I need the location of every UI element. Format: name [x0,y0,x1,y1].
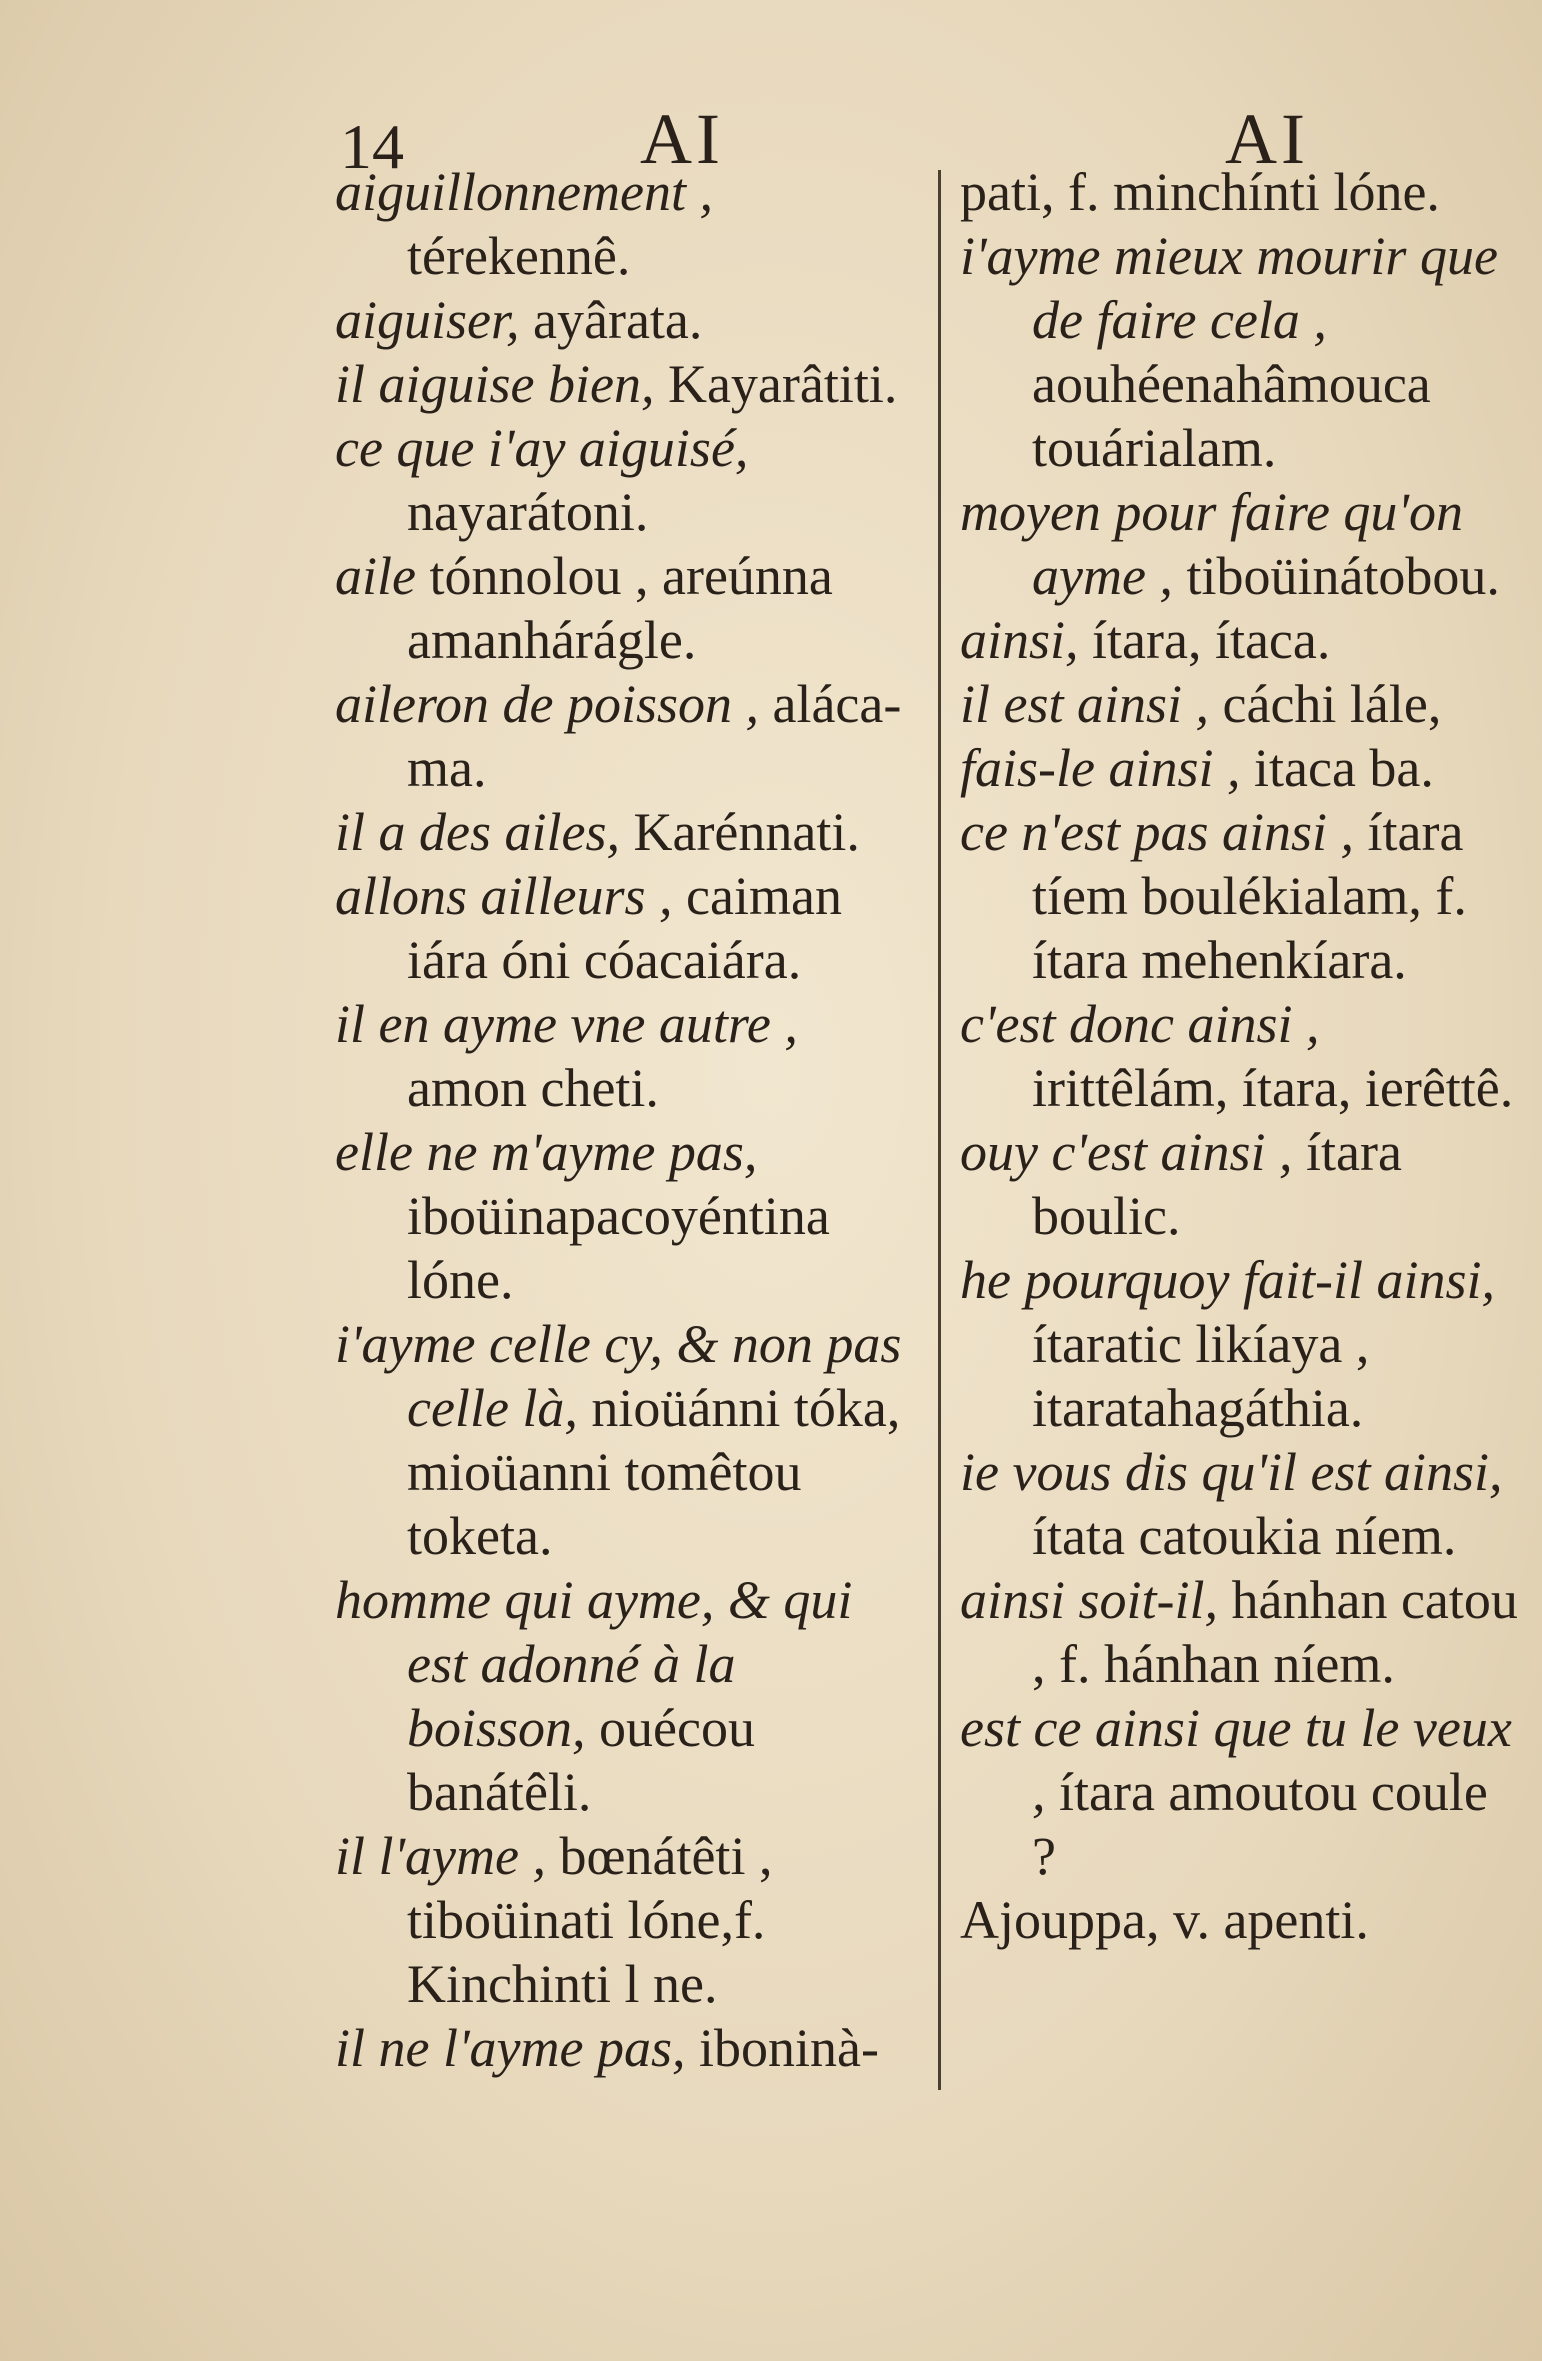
carib-translation: ítaratic likíaya , itaratahagáthia. [1032,1314,1370,1438]
french-term: fais-le ainsi , [960,738,1241,798]
dictionary-entry [335,864,925,992]
carib-translation: ítata catoukia níem. [1032,1506,1457,1566]
right-column [960,160,1520,2110]
running-header [0,70,1542,182]
french-term: ainsi soit-il, [960,1570,1219,1630]
dictionary-entry [335,416,925,544]
carib-translation: ítara amoutou coule ? [1032,1762,1488,1886]
french-term: allons ailleurs , [335,866,673,926]
dictionary-entry [960,480,1520,608]
dictionary-entry [335,800,925,864]
dictionary-entry [960,992,1520,1120]
dictionary-entry [960,672,1520,736]
carib-translation: pati, f. minchínti lóne. [960,162,1440,222]
dictionary-entry [335,672,925,800]
right-column-heading: AI [1225,99,1309,179]
dictionary-entry [960,800,1520,992]
french-term: c'est donc ainsi , [960,994,1320,1054]
carib-translation: ítara tíem boulékialam, f. ítara mehenkíara. [1032,802,1467,990]
dictionary-entry [335,1120,925,1312]
french-term: il l'ayme , [335,1826,546,1886]
dictionary-entry [960,608,1520,672]
page-number: 14 [340,111,404,182]
carib-translation: cáchi lále, [1209,674,1442,734]
column-divider [938,170,941,2090]
french-term: he pourquoy fait-il ainsi, [960,1250,1495,1310]
carib-translation: aouhéenahâmouca touárialam. [1032,354,1431,478]
carib-translation: ítara boulic. [1032,1122,1402,1246]
french-term: est ce ainsi que tu le veux , [960,1698,1512,1822]
carib-translation: Kayarâtiti. [654,354,898,414]
french-term: ouy c'est ainsi , [960,1122,1293,1182]
french-term: aiguillonnement , [335,162,713,222]
left-column [335,160,925,2110]
carib-translation: tónnolou , areúnna amanhárágle. [407,546,833,670]
dictionary-entry [335,288,925,352]
carib-translation: Karénnati. [619,802,860,862]
french-term: aile [335,546,416,606]
carib-translation: hánhan catou , f. hánhan níem. [1032,1570,1518,1694]
dictionary-entry [960,160,1520,224]
dictionary-entry [335,1568,925,1824]
carib-translation: caiman iára óni cóacaiára. [407,866,842,990]
french-term: il a des ailes, [335,802,620,862]
french-term: moyen pour faire qu'on ayme , [960,482,1463,606]
carib-translation: ítara, ítaca. [1078,610,1331,670]
carib-translation: Ajouppa, v. apenti. [960,1890,1369,1950]
french-term: il ne l'ayme pas, [335,2018,686,2078]
dictionary-entry [960,1440,1520,1568]
carib-translation: ayârata. [519,290,703,350]
french-term: il est ainsi , [960,674,1210,734]
carib-translation: nayarátoni. [407,482,649,542]
carib-translation: aláca-ma. [407,674,902,798]
dictionary-entry [335,160,925,288]
french-term: i'ayme mieux mourir que de faire cela , [960,226,1498,350]
dictionary-entry [960,1248,1520,1440]
dictionary-entry [335,992,925,1120]
carib-translation: irittêlám, ítara, ierêttê. [1032,1058,1514,1118]
carib-translation: itaca ba. [1240,738,1434,798]
french-term: ce n'est pas ainsi , [960,802,1355,862]
dictionary-entry [335,1824,925,2016]
carib-translation: tiboüinátobou. [1172,546,1500,606]
dictionary-entry [335,1312,925,1568]
carib-translation: amon cheti. [407,1058,659,1118]
carib-translation: iboninà- [685,2018,879,2078]
french-term: aileron de poisson , [335,674,759,734]
carib-translation: bœnátêti , tiboüinati lóne,f. Kinchinti l ne. [407,1826,773,2014]
dictionary-entry [335,2016,925,2080]
carib-translation: iboüinapacoyéntina lóne. [407,1186,830,1310]
french-term: elle ne m'ayme pas, [335,1122,758,1182]
french-term: aiguiser, [335,290,520,350]
dictionary-entry [960,1696,1520,1888]
french-term: ie vous dis qu'il est ainsi, [960,1442,1503,1502]
dictionary-entry [960,224,1520,480]
dictionary-entry [960,736,1520,800]
french-term: il en ayme vne autre , [335,994,798,1054]
dictionary-entry [960,1888,1520,1952]
carib-translation: térekennê. [407,226,631,286]
french-term: ce que i'ay aiguisé, [335,418,749,478]
french-term: i'ayme celle cy, & non pas celle là, [335,1314,902,1438]
dictionary-entry [335,352,925,416]
carib-translation: ouécou banátêli. [407,1698,755,1822]
left-column-heading: AI [640,99,724,179]
french-term: ainsi, [960,610,1079,670]
dictionary-entry [335,544,925,672]
dictionary-entry [960,1568,1520,1696]
french-term: il aiguise bien, [335,354,655,414]
dictionary-entry [960,1120,1520,1248]
french-term: homme qui ayme, & qui est adonné à la boisson, [335,1570,853,1758]
carib-translation: nioüánni tóka, mioüanni tomêtou toketa. [407,1378,901,1566]
